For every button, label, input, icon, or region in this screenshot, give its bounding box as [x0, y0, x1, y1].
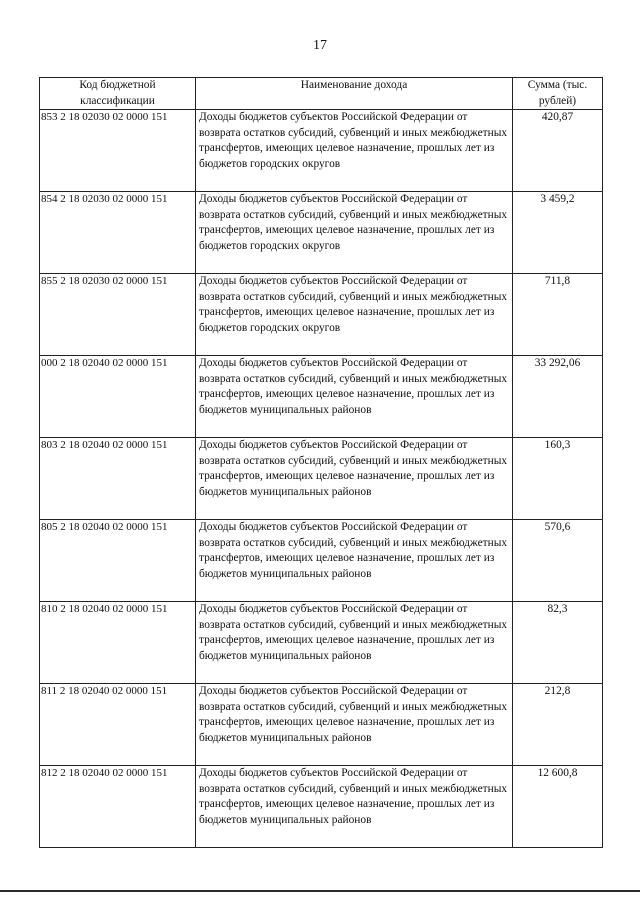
header-name: Наименование дохода — [196, 78, 513, 110]
income-name-cell: Доходы бюджетов субъектов Российской Федерации от возврата остатков субсидий, субвенций и иных межбюджетных трансфертов, имеющих целевое назначение, прошлых лет из бюджетов муниципальных районов — [196, 356, 513, 438]
sum-cell: 420,87 — [513, 110, 603, 192]
income-name-cell: Доходы бюджетов субъектов Российской Федерации от возврата остатков субсидий, субвенций и иных межбюджетных трансфертов, имеющих целевое назначение, прошлых лет из бюджетов муниципальных районов — [196, 684, 513, 766]
table-row — [40, 110, 603, 192]
income-name-cell: Доходы бюджетов субъектов Российской Федерации от возврата остатков субсидий, субвенций и иных межбюджетных трансфертов, имеющих целевое назначение, прошлых лет из бюджетов городских округов — [196, 192, 513, 274]
income-name-cell: Доходы бюджетов субъектов Российской Федерации от возврата остатков субсидий, субвенций и иных межбюджетных трансфертов, имеющих целевое назначение, прошлых лет из бюджетов городских округов — [196, 274, 513, 356]
table-row — [40, 438, 603, 520]
table-row — [40, 520, 603, 602]
income-name-cell: Доходы бюджетов субъектов Российской Федерации от возврата остатков субсидий, субвенций и иных межбюджетных трансфертов, имеющих целевое назначение, прошлых лет из бюджетов муниципальных районов — [196, 766, 513, 848]
code-cell: 854 2 18 02030 02 0000 151 — [40, 192, 196, 274]
table-row — [40, 766, 603, 848]
header-row — [40, 78, 603, 110]
budget-income-table — [39, 77, 603, 848]
sum-cell: 570,6 — [513, 520, 603, 602]
income-name-cell: Доходы бюджетов субъектов Российской Федерации от возврата остатков субсидий, субвенций и иных межбюджетных трансфертов, имеющих целевое назначение, прошлых лет из бюджетов муниципальных районов — [196, 438, 513, 520]
code-cell: 000 2 18 02040 02 0000 151 — [40, 356, 196, 438]
sum-cell: 12 600,8 — [513, 766, 603, 848]
table-body — [40, 110, 603, 848]
code-cell: 810 2 18 02040 02 0000 151 — [40, 602, 196, 684]
code-cell: 805 2 18 02040 02 0000 151 — [40, 520, 196, 602]
table-row — [40, 602, 603, 684]
code-cell: 855 2 18 02030 02 0000 151 — [40, 274, 196, 356]
sum-cell: 212,8 — [513, 684, 603, 766]
header-sum: Сумма (тыс. рублей) — [513, 78, 603, 110]
bottom-divider — [0, 890, 640, 892]
page-number: 17 — [313, 38, 327, 53]
sum-cell: 711,8 — [513, 274, 603, 356]
income-name-cell: Доходы бюджетов субъектов Российской Федерации от возврата остатков субсидий, субвенций и иных межбюджетных трансфертов, имеющих целевое назначение, прошлых лет из бюджетов городских округов — [196, 110, 513, 192]
table-row — [40, 274, 603, 356]
code-cell: 803 2 18 02040 02 0000 151 — [40, 438, 196, 520]
table-row — [40, 356, 603, 438]
sum-cell: 33 292,06 — [513, 356, 603, 438]
table-header — [40, 78, 603, 110]
header-code: Код бюджетной классификации — [40, 78, 196, 110]
code-cell: 853 2 18 02030 02 0000 151 — [40, 110, 196, 192]
table-row — [40, 192, 603, 274]
code-cell: 812 2 18 02040 02 0000 151 — [40, 766, 196, 848]
income-name-cell: Доходы бюджетов субъектов Российской Федерации от возврата остатков субсидий, субвенций и иных межбюджетных трансфертов, имеющих целевое назначение, прошлых лет из бюджетов муниципальных районов — [196, 520, 513, 602]
sum-cell: 160,3 — [513, 438, 603, 520]
sum-cell: 3 459,2 — [513, 192, 603, 274]
code-cell: 811 2 18 02040 02 0000 151 — [40, 684, 196, 766]
income-name-cell: Доходы бюджетов субъектов Российской Федерации от возврата остатков субсидий, субвенций и иных межбюджетных трансфертов, имеющих целевое назначение, прошлых лет из бюджетов муниципальных районов — [196, 602, 513, 684]
table-row — [40, 684, 603, 766]
sum-cell: 82,3 — [513, 602, 603, 684]
